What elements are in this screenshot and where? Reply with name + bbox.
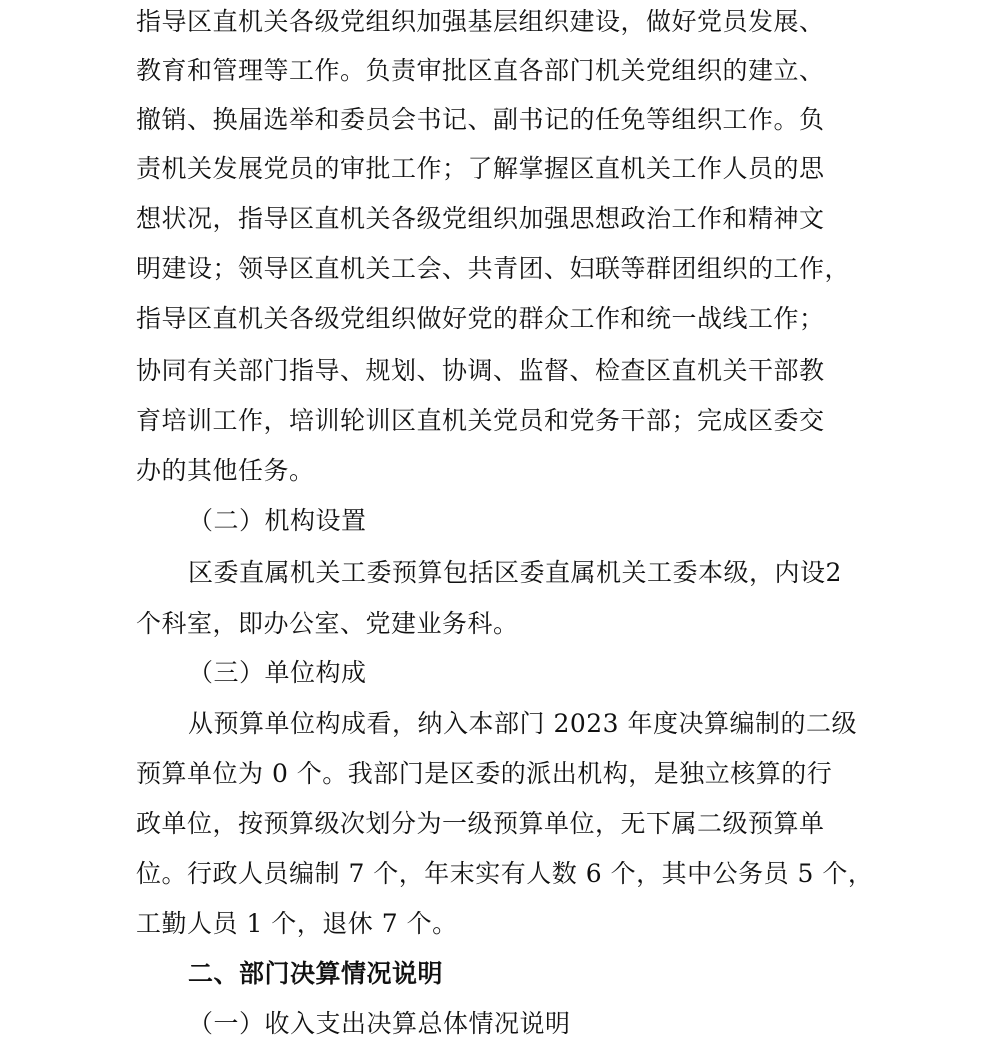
paragraph-line: 工勤人员 1 个，退休 7 个。 [136,909,458,938]
subsection-heading-income-expenditure: （一）收入支出决算总体情况说明 [188,1009,571,1038]
section-heading-unit-composition: （三）单位构成 [188,658,367,687]
paragraph-line: 想状况，指导区直机关各级党组织加强思想政治工作和精神文 [136,204,825,233]
paragraph-line: 政单位，按预算级次划分为一级预算单位，无下属二级预算单 [136,809,825,838]
paragraph-line: 育培训工作，培训轮训区直机关党员和党务干部；完成区委交 [136,406,825,435]
paragraph-line: 个科室，即办公室、党建业务科。 [136,609,519,638]
paragraph-line: 教育和管理等工作。负责审批区直各部门机关党组织的建立、 [136,56,825,85]
paragraph-line: 协同有关部门指导、规划、协调、监督、检查区直机关干部教 [136,356,825,385]
paragraph-line: 明建设；领导区直机关工会、共青团、妇联等群团组织的工作， [136,254,851,283]
paragraph-line: 位。行政人员编制 7 个，年末实有人数 6 个，其中公务员 5 个， [136,859,874,888]
paragraph-line: 指导区直机关各级党组织加强基层组织建设，做好党员发展、 [136,7,825,36]
paragraph-line: 预算单位为 0 个。我部门是区委的派出机构，是独立核算的行 [136,759,833,788]
paragraph-line: 区委直属机关工委预算包括区委直属机关工委本级，内设2 [188,558,842,587]
paragraph-line: 撤销、换届选举和委员会书记、副书记的任免等组织工作。负 [136,105,825,134]
section-heading-final-accounts: 二、部门决算情况说明 [188,959,444,988]
paragraph-line: 责机关发展党员的审批工作；了解掌握区直机关工作人员的思 [136,154,825,183]
paragraph-line: 从预算单位构成看，纳入本部门 2023 年度决算编制的二级 [188,709,858,738]
paragraph-line: 指导区直机关各级党组织做好党的群众工作和统一战线工作； [136,304,825,333]
section-heading-org-structure: （二）机构设置 [188,506,367,535]
paragraph-line: 办的其他任务。 [136,456,315,485]
